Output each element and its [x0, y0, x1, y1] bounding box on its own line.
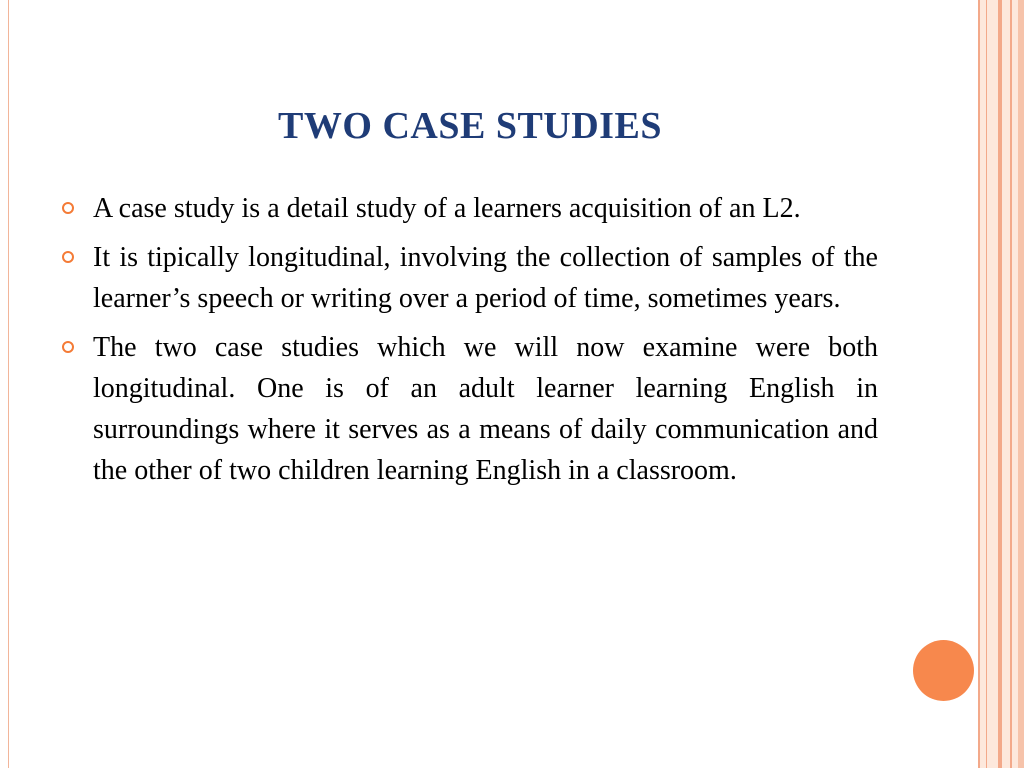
bullet-text: A case study is a detail study of a learners acquisition of an L2.	[93, 193, 801, 224]
list-item	[58, 188, 878, 229]
bullet-circle-icon	[62, 202, 74, 214]
list-item	[58, 327, 878, 491]
right-decorative-stripes	[978, 0, 1024, 768]
stripe	[998, 0, 1002, 768]
stripe	[1010, 0, 1012, 768]
stripe	[1018, 0, 1024, 768]
decorative-circle	[913, 640, 974, 701]
bullet-circle-icon	[62, 251, 74, 263]
bullet-circle-icon	[62, 341, 74, 353]
stripe	[978, 0, 980, 768]
stripe	[986, 0, 987, 768]
slide-title: TWO CASE STUDIES	[278, 105, 662, 147]
bullet-text: It is tipically longitudinal, involving the collection of samples of the learner’s speech or writing over a period of time, sometimes years.	[93, 242, 878, 314]
bullet-text: The two case studies which we will now examine were both longitudinal. One is of an adult learner learning English in surroundings where it serves as a means of daily communication and the other of two children learning English in a classroom.	[93, 332, 878, 486]
bullet-list	[58, 188, 878, 499]
list-item	[58, 237, 878, 319]
